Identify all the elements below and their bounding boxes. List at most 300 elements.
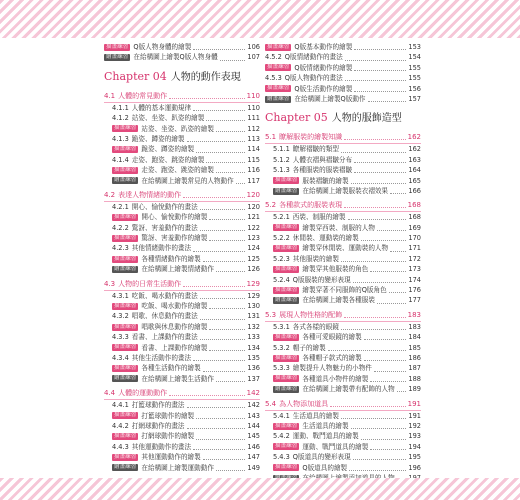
entry-page-number: 107 [247,53,260,62]
entry-title: 各種生活動作的繪製 [141,364,201,373]
entry-title: 休閒裝、運動裝的繪製 [292,234,359,243]
entry-page-number: 195 [408,453,421,462]
practice-entry[interactable] [104,411,260,421]
leader-dots [361,438,407,440]
decorative-stripes-bottom [0,478,520,500]
entry-number: 4.1.1 [112,103,129,112]
tracing-practice-badge: 描畫練習 [275,245,298,252]
entry-title: Q版人物身體的繪製 [133,43,192,51]
entry-page-number: 168 [408,213,421,222]
leader-dots [216,270,245,272]
leader-dots [368,100,407,102]
toc-entry[interactable] [104,243,260,253]
toc-entry[interactable] [104,223,260,233]
practice-entry[interactable] [104,322,260,332]
entry-title: 打網球動作的畫法 [131,421,185,430]
tracing-practice-badge: 描畫練習 [114,412,137,419]
practice-entry[interactable] [104,452,260,462]
chapter-heading [104,67,260,87]
practice-entry[interactable] [104,374,260,384]
entry-page-number: 111 [247,114,260,123]
leader-dots [169,385,244,396]
entry-number: 5.1.2 [273,155,290,164]
practice-entry[interactable] [265,421,421,431]
leader-dots [354,90,406,92]
section-page-number: 142 [246,389,260,398]
entry-number: 4.3.2 [112,312,129,321]
entry-number: 4.2.3 [112,244,129,253]
section-title: 人體的運動動作 [118,389,168,398]
entry-page-number: 174 [408,275,421,284]
entry-number: 4.3.4 [112,353,129,362]
entry-title: 唱歌、休息動作的畫法 [131,312,198,321]
decorative-stripes-top [0,0,520,38]
entry-page-number: 116 [247,166,260,175]
entry-page-number: 193 [408,432,421,441]
section-page-number: 110 [246,91,260,100]
practice-entry[interactable] [104,42,260,52]
leader-dots [354,48,406,50]
entry-title: 人體衣褶與褶皺分布 [292,155,353,164]
leader-dots [200,318,246,320]
leader-dots [344,197,405,208]
entry-page-number: 145 [247,432,260,441]
entry-page-number: 133 [247,333,260,342]
entry-title: 站姿、坐姿、趴姿的繪製 [131,114,205,123]
tracing-practice-badge: 描畫練習 [114,146,137,153]
entry-page-number: 126 [247,265,260,274]
leader-dots [200,338,246,340]
entry-title: Q版情緒動作的繪製 [294,63,353,72]
drawing-practice-badge: 繪畫練習 [275,297,298,304]
practice-entry[interactable] [104,124,260,134]
entry-page-number: 156 [408,84,421,93]
leader-dots [187,427,246,429]
entry-page-number: 176 [408,286,421,295]
tracing-practice-badge: 描畫練習 [275,333,298,340]
entry-title: 生活道具的繪製 [302,421,349,430]
entry-page-number: 142 [247,401,260,410]
practice-entry[interactable] [104,144,260,154]
practice-entry[interactable] [265,84,421,94]
leader-dots [351,427,407,429]
tracing-practice-badge: 描畫練習 [114,433,137,440]
entry-page-number: 192 [408,421,421,430]
leader-dots [206,119,245,121]
entry-title: 在給構圖上繪製情緒動作 [141,265,214,274]
toc-page [0,38,520,478]
practice-entry[interactable] [104,301,260,311]
leader-dots [187,140,246,142]
section-number: 4.3 [104,279,116,288]
entry-page-number: 106 [247,43,260,51]
entry-number: 4.5.2 [265,53,282,62]
entry-title: 打籃球動作的畫法 [131,401,185,410]
tracing-practice-badge: 描畫練習 [114,302,137,309]
entry-number: 5.3.2 [273,343,290,352]
entry-page-number: 131 [247,312,260,321]
section-title: 為人物添加道具 [279,399,329,408]
section-heading[interactable] [265,132,421,144]
entry-page-number: 153 [408,43,421,51]
entry-title: 各種服裝的服裝褶皺 [292,166,353,175]
entry-title: 吃飯、喝水動作的畫法 [131,291,198,300]
toc-entry[interactable] [104,421,260,431]
entry-title: 各種情緒動作的繪製 [141,254,201,263]
toc-entry[interactable] [265,212,421,222]
practice-entry[interactable] [104,254,260,264]
leader-dots [353,458,407,460]
section-page-number: 168 [407,201,421,210]
section-title: 人體的常見動作 [118,91,168,100]
entry-page-number: 155 [408,74,421,83]
entry-title: 唱歌與休息動作的繪製 [141,322,208,331]
section-heading[interactable] [104,190,260,202]
section-page-number: 191 [407,399,421,408]
leader-dots [348,218,407,220]
section-number: 4.2 [104,190,116,199]
entry-page-number: 191 [408,411,421,420]
chapter-heading [265,108,421,128]
entry-number: 4.3.1 [112,291,129,300]
entry-title: 繪製提升人物魅力的小物件 [292,364,372,373]
leader-dots [341,151,406,153]
practice-entry[interactable] [265,94,421,104]
entry-title: Q版道具的變形表現 [292,453,351,462]
toc-entry[interactable] [265,233,421,243]
entry-title: 看書、上課動作的畫法 [131,333,198,342]
entry-page-number: 196 [408,463,421,472]
leader-dots [209,239,245,241]
entry-page-number: 121 [247,213,260,222]
practice-entry[interactable] [265,186,421,196]
toc-entry[interactable] [265,165,421,175]
tracing-practice-badge: 描畫練習 [114,234,137,241]
section-number: 5.3 [265,310,277,319]
practice-entry[interactable] [265,332,421,342]
practice-entry[interactable] [265,285,421,295]
entry-title: 瞭解褶皺的類型 [292,145,339,154]
section-page-number: 183 [407,310,421,319]
entry-title: 生活道具的繪製 [292,411,339,420]
section-number: 4.4 [104,389,116,398]
toc-entry[interactable] [265,363,421,373]
leader-dots [209,218,245,220]
leader-dots [200,297,246,299]
entry-title: 西裝、制服的繪製 [292,213,346,222]
leader-dots [183,276,244,287]
entry-number: 4.2.1 [112,202,129,211]
toc-entry[interactable] [104,134,260,144]
tracing-practice-badge: 描畫練習 [275,464,298,471]
entry-page-number: 146 [247,442,260,451]
entry-number: 4.4.2 [112,421,129,430]
toc-entry[interactable] [265,411,421,421]
entry-page-number: 177 [408,296,421,305]
toc-entry[interactable] [104,202,260,212]
leader-dots [354,171,406,173]
leader-dots [330,396,405,407]
practice-entry[interactable] [104,52,260,62]
entry-title: 驚訝、害羞動作的繪製 [141,234,208,243]
tracing-practice-badge: 描畫練習 [267,43,290,50]
practice-entry[interactable] [265,42,421,52]
entry-title: 在給構圖上繪製服裝衣褶效果 [302,186,389,195]
leader-dots [196,438,245,440]
toc-entry[interactable] [265,322,421,332]
entry-title: Q版情緒動作的畫法 [284,53,343,62]
leader-dots [216,380,245,382]
leader-dots [169,88,244,99]
practice-entry[interactable] [104,176,260,186]
entry-title: 在給構圖上繪製帶有配飾的人物 [302,385,395,394]
entry-page-number: 183 [408,322,421,331]
toc-entry[interactable] [265,144,421,154]
chapter-label: Chapter 05 [265,111,328,125]
entry-page-number: 129 [247,291,260,300]
leader-dots [236,182,246,184]
entry-title: 各式各樣的眼鏡 [292,322,339,331]
entry-page-number: 134 [247,343,260,352]
practice-entry[interactable] [265,243,421,253]
practice-entry[interactable] [104,165,260,175]
entry-page-number: 162 [408,145,421,154]
leader-dots [377,302,406,304]
practice-entry[interactable] [104,233,260,243]
leader-dots [216,130,245,132]
toc-entry[interactable] [104,353,260,363]
practice-entry[interactable] [265,264,421,274]
practice-entry[interactable] [265,384,421,394]
entry-page-number: 112 [247,124,260,133]
section-title: 人物的日常生活動作 [118,279,182,288]
practice-entry[interactable] [104,431,260,441]
leader-dots [193,359,245,361]
tracing-practice-badge: 描畫練習 [275,354,298,361]
entry-page-number: 188 [408,374,421,383]
entry-number: 4.1.2 [112,114,129,123]
leader-dots [183,187,244,198]
section-heading[interactable] [104,91,260,103]
entry-page-number: 122 [247,223,260,232]
leader-dots [370,448,406,450]
entry-page-number: 137 [247,374,260,383]
toc-entry[interactable] [265,343,421,353]
practice-entry[interactable] [265,374,421,384]
leader-dots [344,129,405,140]
tracing-practice-badge: 描畫練習 [114,255,137,262]
leader-dots [345,59,407,61]
practice-entry[interactable] [104,264,260,274]
entry-title: 帽子的繪製 [292,343,326,352]
leader-dots [200,208,246,210]
practice-entry[interactable] [104,212,260,222]
entry-number: 5.3.3 [273,364,290,373]
section-title: 各種款式的服裝表現 [279,201,343,210]
entry-page-number: 113 [247,134,260,143]
drawing-practice-badge: 繪畫練習 [267,95,290,102]
practice-entry[interactable] [265,223,421,233]
entry-title: 服裝褶皺的繪製 [302,176,349,185]
entry-page-number: 166 [408,186,421,195]
leader-dots [203,458,246,460]
section-heading[interactable] [265,399,421,411]
entry-number: 4.2.2 [112,223,129,232]
entry-title: 吃飯、喝水動作的繪製 [141,302,208,311]
section-page-number: 162 [407,133,421,142]
toc-entry[interactable] [104,113,260,123]
practice-entry[interactable] [265,463,421,473]
entry-number: 5.1.1 [273,145,290,154]
entry-title: 繪製穿西裝、制服的人物 [302,223,375,232]
entry-title: 在給構圖上繪製各種服裝 [302,296,375,305]
toc-entry[interactable] [265,52,421,62]
entry-title: 繪製穿其他服裝的角色 [302,265,369,274]
leader-dots [389,291,407,293]
practice-entry[interactable] [265,295,421,305]
entry-number: 5.4.1 [273,411,290,420]
entry-title: 驚訝、害羞動作的畫法 [131,223,198,232]
toc-entry[interactable] [104,400,260,410]
entry-page-number: 165 [408,176,421,185]
leader-dots [196,417,245,419]
entry-title: 開心、愉悅動作的繪製 [141,213,208,222]
entry-number: 4.1.3 [112,134,129,143]
toc-entry[interactable] [265,73,421,83]
entry-title: 在給構圖上繪製運動動作 [141,463,214,472]
section-heading[interactable] [265,310,421,322]
toc-entry[interactable] [104,291,260,301]
leader-dots [370,380,406,382]
entry-page-number: 110 [247,103,260,112]
entry-title: 各種可愛眼鏡的繪製 [302,333,362,342]
entry-page-number: 185 [408,343,421,352]
practice-entry[interactable] [265,353,421,363]
entry-page-number: 163 [408,155,421,164]
entry-title: 打網球動作的繪製 [141,432,195,441]
toc-entry[interactable] [104,103,260,113]
entry-title: 其他生活動作的畫法 [131,353,192,362]
entry-title: 人體的基本運動規律 [131,103,192,112]
toc-entry[interactable] [265,431,421,441]
tracing-practice-badge: 描畫練習 [114,453,137,460]
leader-dots [364,338,407,340]
leader-dots [377,229,406,231]
tracing-practice-badge: 描畫練習 [114,344,137,351]
toc-entry[interactable] [104,442,260,452]
entry-title: 跪姿、蹲姿的繪製 [131,134,185,143]
drawing-practice-badge: 繪畫練習 [275,187,298,194]
entry-page-number: 117 [247,176,260,185]
tracing-practice-badge: 描畫練習 [267,85,290,92]
toc-entry[interactable] [265,275,421,285]
section-heading[interactable] [265,200,421,212]
entry-page-number: 120 [247,202,260,211]
entry-title: 站姿、坐姿、趴姿的繪製 [141,124,214,133]
leader-dots [351,182,407,184]
leader-dots [354,161,406,163]
leader-dots [345,79,407,81]
tracing-practice-badge: 描畫練習 [114,166,137,173]
practice-entry[interactable] [104,463,260,473]
entry-page-number: 189 [408,385,421,394]
practice-entry[interactable] [104,343,260,353]
practice-entry[interactable] [104,363,260,373]
drawing-practice-badge: 繪畫練習 [114,375,137,382]
entry-title: 繪製穿著不同服飾的Q版角色 [302,286,387,295]
entry-page-number: 194 [408,442,421,451]
practice-entry[interactable] [265,176,421,186]
toc-entry[interactable] [265,254,421,264]
entry-title: 在給構圖上繪製生活動作 [141,374,214,383]
leader-dots [193,109,245,111]
toc-entry[interactable] [265,155,421,165]
entry-page-number: 184 [408,333,421,342]
leader-dots [341,260,406,262]
entry-page-number: 186 [408,353,421,362]
entry-title: 運動、戰鬥道具的繪製 [292,432,359,441]
entry-number: 5.2.3 [273,254,290,263]
section-title: 展現人物性格的配飾 [279,310,343,319]
section-number: 5.1 [265,133,277,142]
section-heading[interactable] [104,279,260,291]
tracing-practice-badge: 描畫練習 [275,443,298,450]
entry-title: 各種道具小物件的繪製 [302,374,369,383]
leader-dots [354,69,406,71]
tracing-practice-badge: 描畫練習 [275,265,298,272]
entry-title: Q版道具的繪製 [302,463,348,472]
section-heading[interactable] [104,388,260,400]
tracing-practice-badge: 描畫練習 [267,64,290,71]
leader-dots [361,239,407,241]
leader-dots [209,349,245,351]
entry-number: 4.4.3 [112,442,129,451]
toc-entry[interactable] [265,452,421,462]
entry-page-number: 114 [247,145,260,154]
entry-page-number: 154 [408,53,421,62]
entry-title: 其他運動動作的畫法 [131,442,192,451]
leader-dots [328,349,407,351]
practice-entry[interactable] [265,63,421,73]
section-number: 5.2 [265,201,277,210]
leader-dots [341,328,406,330]
entry-page-number: 187 [408,364,421,373]
drawing-practice-badge: 繪畫練習 [114,265,137,272]
toc-entry[interactable] [104,311,260,321]
leader-dots [193,448,245,450]
toc-entry[interactable] [104,332,260,342]
entry-title: 各種帽子款式的繪製 [302,353,362,362]
leader-dots [203,260,246,262]
entry-title: 在給構圖上繪製常見的人物動作 [141,176,234,185]
section-number: 5.4 [265,399,277,408]
entry-page-number: 170 [408,234,421,243]
entry-page-number: 125 [247,254,260,263]
tracing-practice-badge: 描畫練習 [275,286,298,293]
entry-page-number: 157 [408,94,421,103]
leader-dots [349,469,406,471]
chapter-label: Chapter 04 [104,69,167,83]
chapter-title: 人物的動作表現 [170,71,241,83]
entry-number: 5.2.1 [273,213,290,222]
toc-entry[interactable] [104,155,260,165]
practice-entry[interactable] [265,442,421,452]
tracing-practice-badge: 描畫練習 [275,177,298,184]
leader-dots [209,328,245,330]
drawing-practice-badge: 繪畫練習 [114,464,137,471]
entry-number: 5.1.3 [273,166,290,175]
tracing-practice-badge: 描畫練習 [106,43,129,50]
